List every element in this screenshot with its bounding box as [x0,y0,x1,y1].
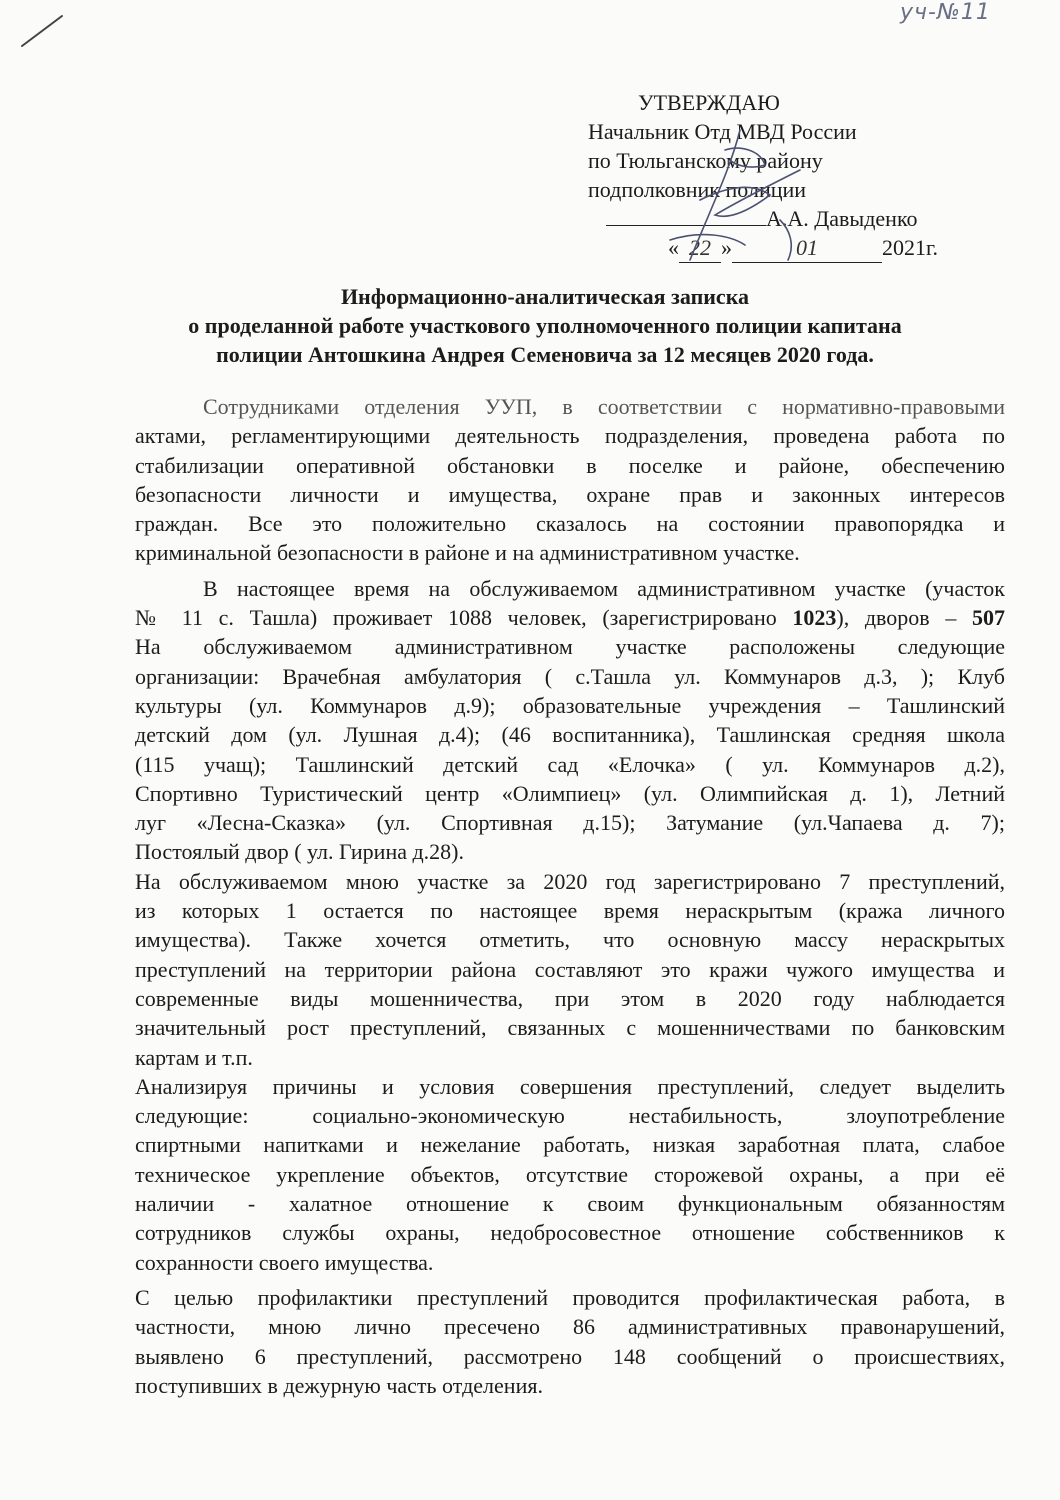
text-line: луг «Лесна-Сказка» (ул. Спортивная д.15); Затумание (ул.Чапаева д. 7); [135,810,1005,836]
paragraph-intro [135,392,1005,568]
approval-district: по Тюльганскому району [588,148,823,173]
text-line: граждан. Все это положительно сказалось на состоянии правопорядка и [135,511,1005,537]
text-line: преступлений на территории района составляют это кражи чужого имущества и [135,956,1005,982]
date-day: 22 [679,233,721,263]
paragraph-causes [135,1072,1005,1277]
date-month: 01 [732,233,882,263]
text-line: имущества). Также хочется отметить, что основную массу нераскрытых [135,927,1005,953]
population-text: № 11 с. Ташла) проживает 1088 человек, (зарегистрировано [135,605,793,631]
handwritten-note: уч-№11 [900,0,991,25]
approval-rank: подполковник полиции [588,177,807,202]
approval-signatory: А.А. Давыденко [766,206,918,231]
text-line: Спортивно Туристический центр «Олимпиец» (ул. Олимпийская д. 1), Летний [135,780,1005,806]
text-line: следующие: социально-экономическую нестабильность, злоупотребление [135,1103,1005,1129]
text-line: безопасности личности и имущества, охране прав и законных интересов [135,481,1005,507]
paragraph-organizations [135,632,1005,866]
paragraph-crimes [135,867,1005,1072]
text-line: спиртными напитками и нежелание работать, низкая заработная плата, слабое [135,1132,1005,1158]
text-line: Анализируя причины и условия совершения преступлений, следует выделить [135,1073,1005,1099]
text-line: Постоялый двор ( ул. Гирина д.28). [135,839,465,865]
date-quote-close: » [721,235,732,260]
date-quote-open: « [668,235,679,260]
paragraph-prevention [135,1283,1005,1400]
approval-position: Начальник Отд МВД России [588,119,857,144]
text-line: выявлено 6 преступлений, рассмотрено 148 сообщений о происшествиях, [135,1343,1005,1369]
text-line: На обслуживаемом мною участке за 2020 год зарегистрировано 7 преступлений, [135,868,1005,894]
text-line: частности, мною лично пресечено 86 административных правонарушений, [135,1314,1005,1340]
title-line-1: Информационно-аналитическая записка [340,284,750,309]
text-line: современные виды мошенничества, при этом в 2020 году наблюдается [135,985,1005,1011]
text-line: (115 учащ); Ташлинский детский сад «Елочка» ( ул. Коммунаров д.2), [135,751,1005,777]
title-line-2: о проделанной работе участкового уполномоченного полиции капитана [188,313,902,338]
document-title [120,282,970,369]
text-line: актами, регламентирующими деятельность подразделения, проведена работа по [135,423,1005,449]
text-line: наличии - халатное отношение к своим функциональным обязанностям [135,1191,1005,1217]
text-line: картам и т.п. [135,1044,253,1070]
text-line: культуры (ул. Коммунаров д.9); образовательные учреждения – Ташлинский [135,692,1005,718]
text-line: организации: Врачебная амбулатория ( с.Ташла ул. Коммунаров д.3, ); Клуб [135,663,1005,689]
text-line: В настоящее время на обслуживаемом административном участке (участок [203,575,1005,601]
text-line: техническое укрепление объектов, отсутствие сторожевой охраны, а при её [135,1161,1005,1187]
text-line-population [135,603,1005,632]
text-line: С целью профилактики преступлений проводится профилактическая работа, в [135,1284,1005,1310]
text-line: Сотрудниками отделения УУП, в соответствии с нормативно-правовыми [203,394,1005,419]
text-line: сохранности своего имущества. [135,1249,434,1275]
text-line: значительный рост преступлений, связанных с мошенничествами по банковским [135,1015,1005,1041]
approval-heading: УТВЕРЖДАЮ [638,90,780,115]
text-line: сотрудников службы охраны, недобросовестное отношение собственников к [135,1220,1005,1246]
handwritten-signature [630,110,860,280]
text-line: из которых 1 остается по настоящее время нераскрытым (кража личного [135,898,1005,924]
text-line: поступивших в дежурную часть отделения. [135,1372,543,1398]
text-line: детский дом (ул. Лушная д.4); (46 воспитанника), Ташлинская средняя школа [135,722,1005,748]
paragraph-population [135,574,1005,633]
date-year: 2021г. [882,235,939,260]
title-line-3: полиции Антошкина Андрея Семеновича за 12 месяцев 2020 года. [216,342,874,367]
document-body [135,392,1005,1400]
text-line: стабилизации оперативной обстановки в поселке и районе, обеспечению [135,452,1005,478]
pen-stroke-mark [18,10,68,50]
text-line: На обслуживаемом административном участке расположены следующие [135,634,1005,660]
registered-count: 1023 [792,605,837,631]
text-line: криминальной безопасности в районе и на административном участке. [135,540,800,566]
households-label: ), дворов – [836,605,972,631]
households-count: 507 [972,605,1005,631]
